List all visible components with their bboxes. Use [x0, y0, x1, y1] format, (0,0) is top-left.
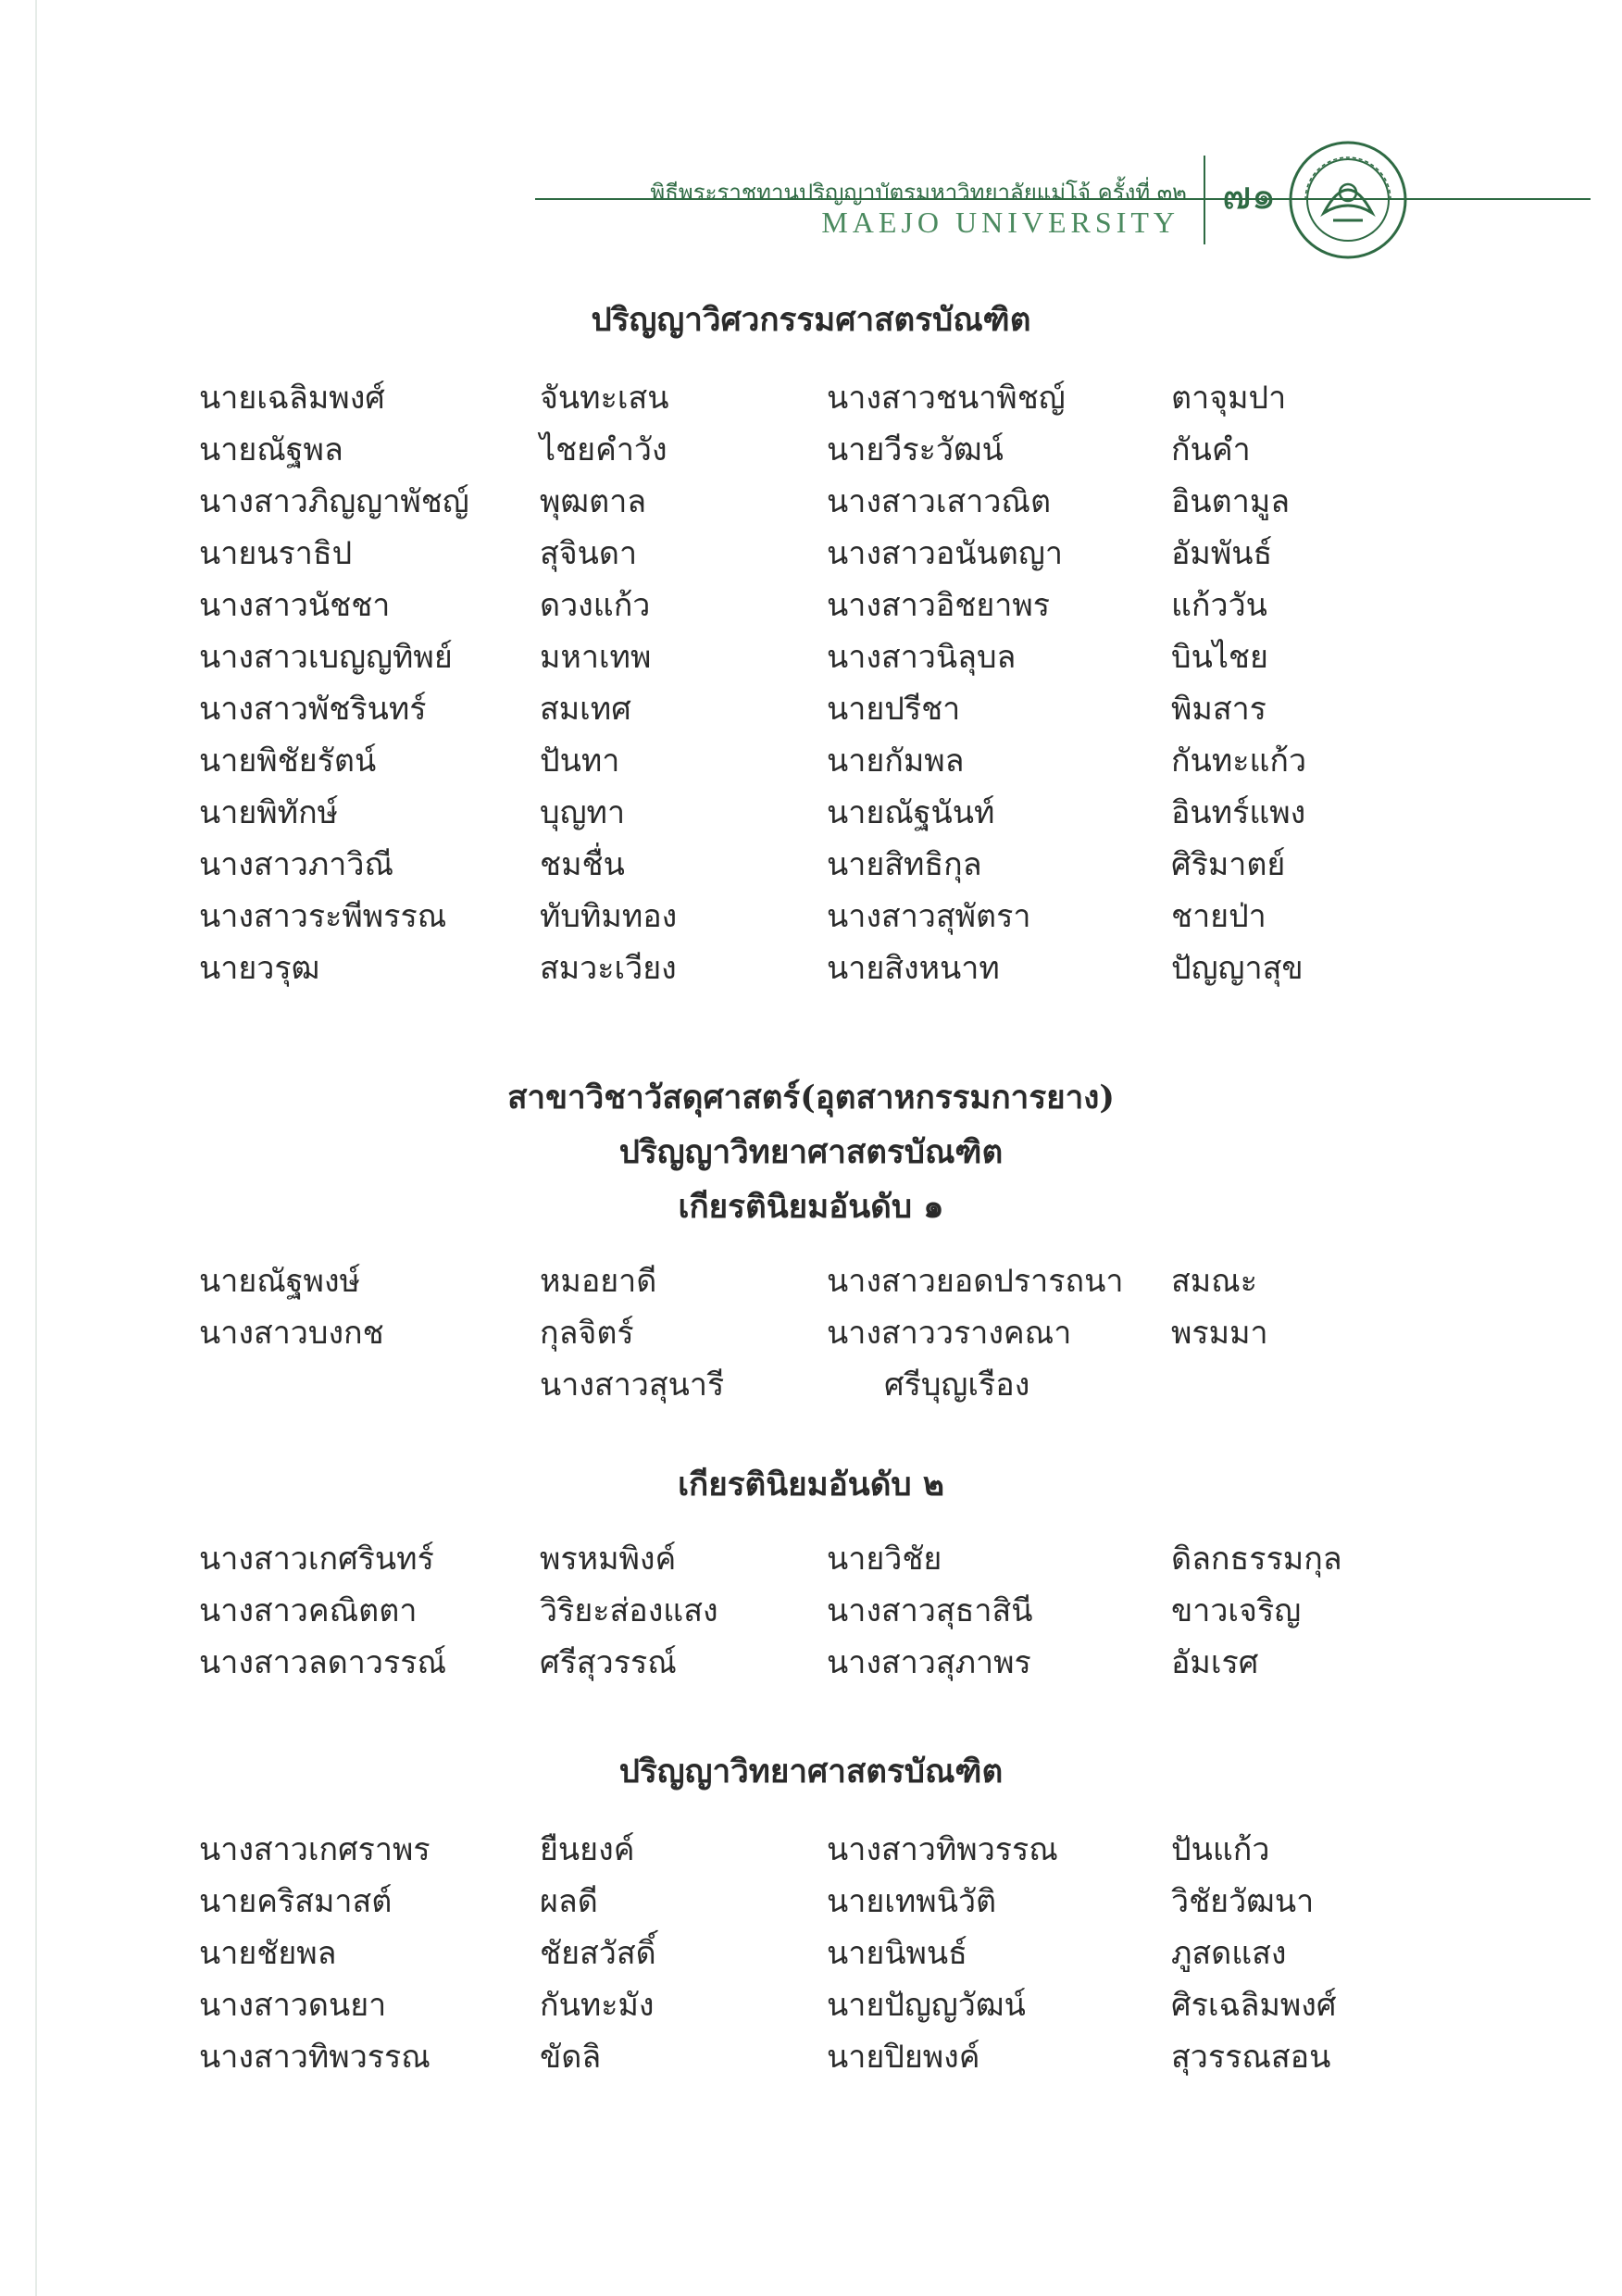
last-name: พรหมพิงค์ — [540, 1541, 677, 1578]
first-name: นายณัฐพงษ์ — [199, 1263, 360, 1300]
last-name: กันทะแก้ว — [1171, 742, 1307, 780]
first-name: นางสาวชนาพิชญ์ — [827, 380, 1066, 417]
table-row — [0, 942, 1622, 994]
table-row — [0, 476, 1622, 528]
section-title: เกียรตินิยมอันดับ ๑ — [678, 1188, 944, 1226]
section-title: ปริญญาวิศวกรรมศาสตรบัณฑิต — [591, 301, 1031, 339]
first-name: นายวิชัย — [827, 1541, 942, 1578]
first-name: นางสาวสุธาสินี — [827, 1592, 1033, 1629]
first-name: นางสาวภิญญาพัชญ์ — [199, 483, 469, 520]
first-name: นางสาวยอดปรารถนา — [827, 1263, 1124, 1300]
first-name: นางสาวอิชยาพร — [827, 587, 1051, 624]
first-name: นายนิพนธ์ — [827, 1935, 967, 1972]
first-name: นายสิงหนาท — [827, 950, 1000, 987]
last-name: ปันทา — [540, 742, 620, 780]
header-divider — [1204, 156, 1205, 244]
last-name: อินตามูล — [1171, 483, 1291, 520]
section-title: ปริญญาวิทยาศาสตรบัณฑิต — [618, 1753, 1004, 1791]
last-name: ตาจุมปา — [1171, 380, 1287, 417]
first-name: นางสาวภาวิณี — [199, 846, 394, 883]
first-name: นายเฉลิมพงศ์ — [199, 380, 385, 417]
last-name: สุจินดา — [540, 535, 638, 572]
last-name: วิริยะส่องแสง — [540, 1592, 718, 1629]
first-name: นางสาวระพีพรรณ — [199, 898, 447, 935]
table-row — [0, 1307, 1622, 1359]
last-name: สมวะเวียง — [540, 950, 677, 987]
first-name: นายเทพนิวัติ — [827, 1883, 997, 1920]
last-name: ศิริมาตย์ — [1171, 846, 1286, 883]
table-row — [0, 631, 1622, 683]
last-name: มหาเทพ — [540, 639, 652, 676]
first-name: นายณัฐนันท์ — [827, 794, 995, 831]
table-row — [0, 1585, 1622, 1637]
table-row — [0, 1533, 1622, 1585]
last-name: สมเทศ — [540, 691, 631, 728]
first-name: นางสาวนัชชา — [199, 587, 391, 624]
last-name: ชมชื่น — [540, 846, 625, 883]
section-title: เกียรตินิยมอันดับ ๒ — [678, 1466, 944, 1504]
header-title: พิธีพระราชทานปริญญาบัตรมหาวิทยาลัยแม่โจ้ ครั้งที่ ๓๒ — [650, 180, 1187, 206]
first-name: นายคริสมาสต์ — [199, 1883, 393, 1920]
last-name: กุลจิตร์ — [540, 1315, 634, 1352]
last-name: แก้ววัน — [1171, 587, 1267, 624]
last-name: พิมสาร — [1171, 691, 1266, 728]
last-name: พรมมา — [1171, 1315, 1268, 1352]
table-row — [0, 1824, 1622, 1876]
first-name: นางสาวพัชรินทร์ — [199, 691, 427, 728]
first-name: นายพิทักษ์ — [199, 794, 339, 831]
first-name: นางสาวทิพวรรณ — [827, 1831, 1058, 1868]
table-row — [0, 1637, 1622, 1689]
first-name: นายปรีชา — [827, 691, 961, 728]
last-name: สุวรรณสอน — [1171, 2039, 1331, 2076]
table-row — [0, 1255, 1622, 1307]
last-name: ผลดี — [540, 1883, 598, 1920]
first-name: นางสาววรางคณา — [827, 1315, 1072, 1352]
last-name: อัมพันธ์ — [1171, 535, 1273, 572]
last-name: อัมเรศ — [1171, 1644, 1259, 1681]
first-name: นางสาวอนันตญา — [827, 535, 1063, 572]
first-name: นายวรุฒ — [199, 950, 320, 987]
table-row — [0, 1359, 1622, 1405]
table-row — [0, 372, 1622, 424]
last-name: กันคำ — [1171, 431, 1251, 468]
first-name: นายสิทธิกุล — [827, 846, 982, 883]
section-title: สาขาวิชาวัสดุศาสตร์(อุตสาหกรรมการยาง) — [507, 1079, 1115, 1117]
last-name: ดิลกธรรมกุล — [1171, 1541, 1342, 1578]
first-name: นางสาวเกศราพร — [199, 1831, 430, 1868]
first-name: นายปัญญวัฒน์ — [827, 1987, 1026, 2024]
first-name: นางสาวคณิตตา — [199, 1592, 418, 1629]
last-name: วิชัยวัฒนา — [1171, 1883, 1315, 1920]
last-name: ปัญญาสุข — [1171, 950, 1304, 987]
first-name: นายปิยพงค์ — [827, 2039, 980, 2076]
last-name: ชัยสวัสดิ์ — [540, 1935, 656, 1972]
last-name: บุญทา — [540, 794, 626, 831]
table-row — [0, 2031, 1622, 2083]
first-name: นายกัมพล — [827, 742, 965, 780]
last-name: ขัดลิ — [540, 2039, 602, 2076]
last-name: หมอยาดี — [540, 1263, 657, 1300]
first-name: นายวีระวัฒน์ — [827, 431, 1004, 468]
section-title: ปริญญาวิทยาศาสตรบัณฑิต — [618, 1133, 1004, 1171]
name-grid — [0, 1824, 1622, 2083]
last-name: ปันแก้ว — [1171, 1831, 1270, 1868]
last-name: กันทะมัง — [540, 1987, 655, 2024]
first-name: นางสาวเกศรินทร์ — [199, 1541, 434, 1578]
name-grid — [0, 372, 1622, 994]
last-name: อินทร์แพง — [1171, 794, 1306, 831]
table-row — [0, 424, 1622, 476]
table-row — [0, 1979, 1622, 2031]
first-name: นางสาวสุพัตรา — [827, 898, 1031, 935]
first-name: นางสาวทิพวรรณ — [199, 2039, 430, 2076]
table-row — [0, 683, 1622, 735]
header-subtitle: MAEJO UNIVERSITY — [821, 206, 1179, 239]
first-name: นางสาวเบญญทิพย์ — [199, 639, 453, 676]
page-header — [0, 0, 1622, 278]
last-name: ไชยคำวัง — [540, 431, 668, 468]
table-row — [0, 1876, 1622, 1928]
first-name: นายชัยพล — [199, 1935, 337, 1972]
first-name: นายนราธิป — [199, 535, 353, 572]
table-row — [0, 839, 1622, 891]
table-row — [0, 528, 1622, 580]
university-seal-icon — [1287, 139, 1409, 261]
last-name: ทับทิมทอง — [540, 898, 678, 935]
table-row — [0, 735, 1622, 787]
table-row — [0, 1928, 1622, 1979]
first-name: นายณัฐพล — [199, 431, 343, 468]
last-name: ขาวเจริญ — [1171, 1592, 1302, 1629]
table-row — [0, 891, 1622, 942]
first-name: นางสาวบงกช — [199, 1315, 384, 1352]
last-name: บินไชย — [1171, 639, 1268, 676]
last-name: ยืนยงค์ — [540, 1831, 635, 1868]
first-name: นางสาวลดาวรรณ์ — [199, 1644, 447, 1681]
last-name: ชายป่า — [1171, 898, 1266, 935]
first-name: นางสาวดนยา — [199, 1987, 387, 2024]
first-name: นายพิชัยรัตน์ — [199, 742, 377, 780]
name-grid — [0, 1255, 1622, 1405]
last-name: ภูสดแสง — [1171, 1935, 1287, 1972]
first-name: นางสาวสุนารี — [540, 1366, 725, 1404]
last-name: สมณะ — [1171, 1263, 1257, 1300]
last-name: ศรีบุญเรือง — [884, 1366, 1030, 1404]
name-grid — [0, 1533, 1622, 1689]
table-row — [0, 580, 1622, 631]
first-name: นางสาวสุภาพร — [827, 1644, 1031, 1681]
last-name: ศรีสุวรรณ์ — [540, 1644, 677, 1681]
last-name: พุฒตาล — [540, 483, 647, 520]
page-number: ๗๑ — [1222, 172, 1277, 218]
last-name: จันทะเสน — [540, 380, 669, 417]
first-name: นางสาวนิลุบล — [827, 639, 1017, 676]
table-row — [0, 787, 1622, 839]
last-name: ดวงแก้ว — [540, 587, 651, 624]
last-name: ศิรเฉลิมพงศ์ — [1171, 1987, 1337, 2024]
first-name: นางสาวเสาวณิต — [827, 483, 1052, 520]
